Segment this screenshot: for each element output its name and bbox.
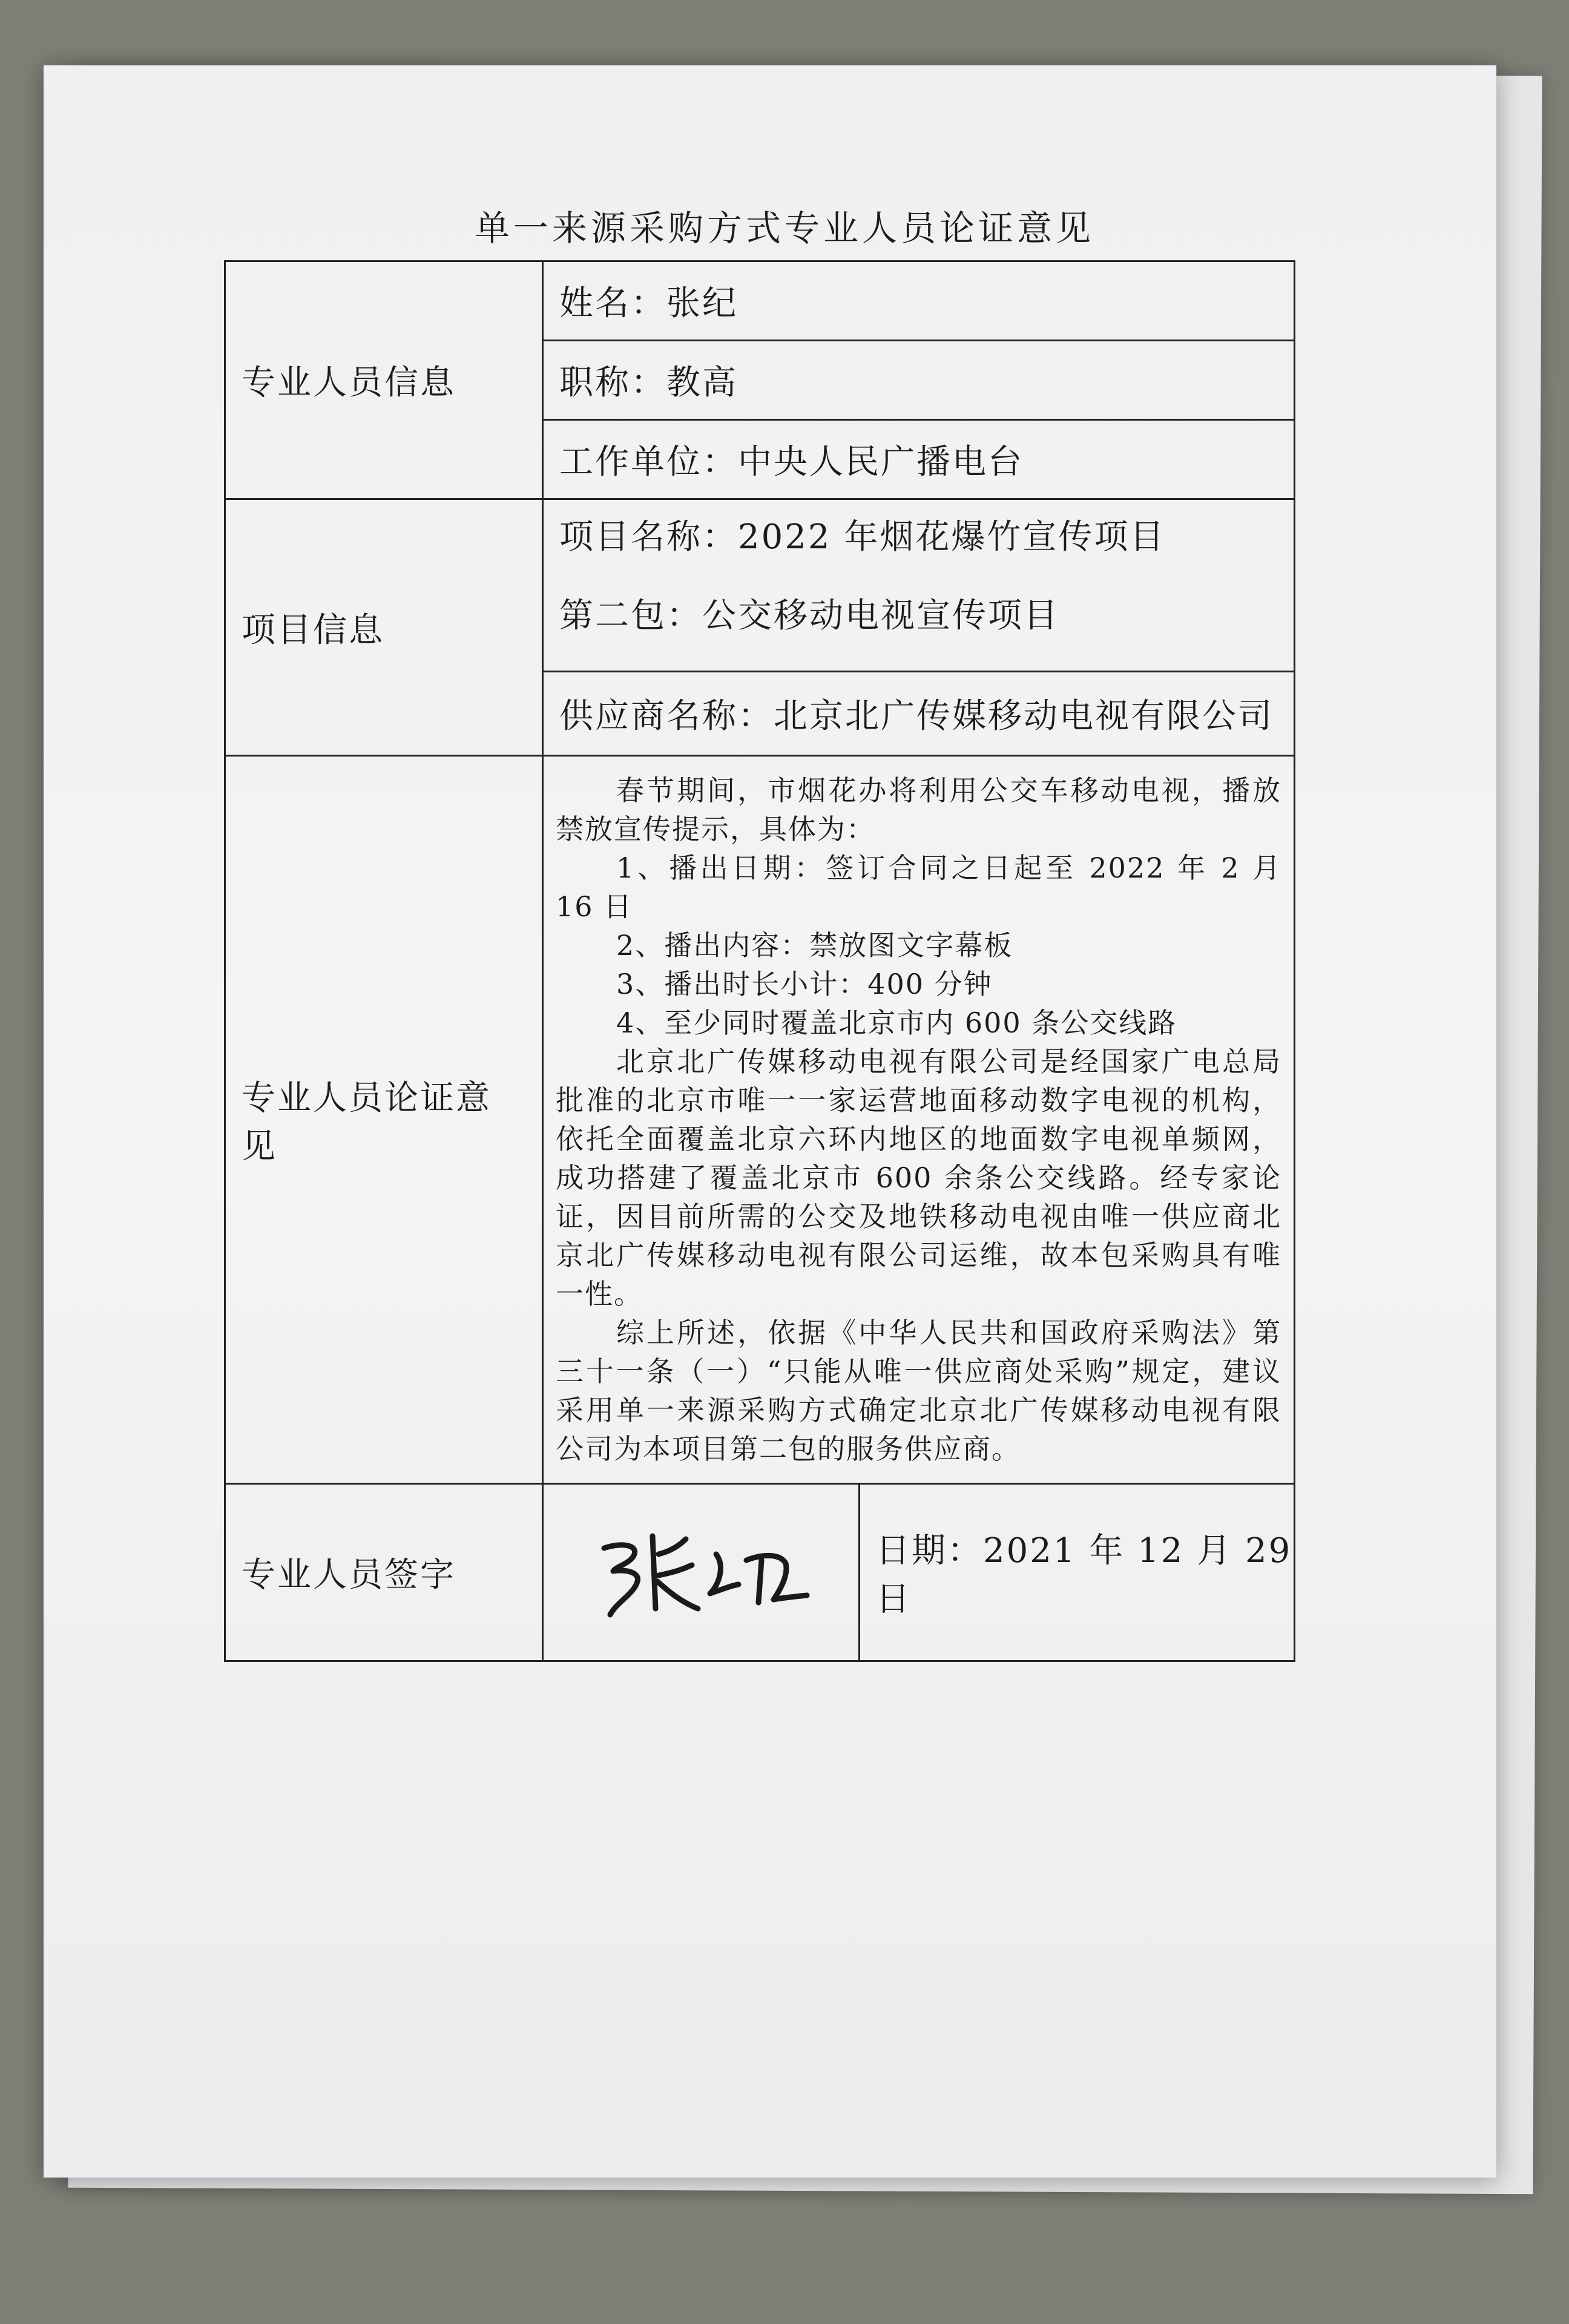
signature-icon <box>580 1518 822 1627</box>
project-name: 项目名称：2022 年烟花爆竹宣传项目 <box>559 517 1166 557</box>
expert-name: 姓名：张纪 <box>543 261 1295 341</box>
signature-date: 日期：2021 年 12 月 29 日 <box>876 1531 1292 1619</box>
opinion-paragraph: 2、播出内容：禁放图文字幕板 <box>616 929 1013 962</box>
opinion-cell <box>543 756 1295 1484</box>
document-title: 单一来源采购方式专业人员论证意见 <box>474 208 1094 249</box>
signature-cell <box>543 1484 1295 1661</box>
project-package: 第二包：公交移动电视宣传项目 <box>559 596 1059 635</box>
opinion-paragraph: 综上所述，依据《中华人民共和国政府采购法》第三十一条（一）“只能从唯一供应商处采购”规定，建议采用单一来源采购方式确定北京北广传媒移动电视有限公司为本项目第二包的服务供应商。 <box>556 1316 1281 1465</box>
handwritten-signature <box>544 1485 860 1660</box>
opinion-paragraph: 春节期间，市烟花办将利用公交车移动电视，播放禁放宣传提示，具体为： <box>556 774 1281 845</box>
appraisal-form <box>224 260 1295 1662</box>
expert-info-label: 专业人员信息 <box>225 261 543 499</box>
supplier-name: 供应商名称：北京北广传媒移动电视有限公司 <box>543 672 1295 756</box>
opinion-label: 专业人员论证意见 <box>225 756 543 1484</box>
project-name-cell <box>543 499 1295 672</box>
expert-title: 职称：教高 <box>543 341 1295 420</box>
expert-employer: 工作单位：中央人民广播电台 <box>543 420 1295 499</box>
opinion-body <box>556 771 1281 1468</box>
opinion-paragraph: 3、播出时长小计：400 分钟 <box>616 968 993 1000</box>
opinion-paragraph: 1、播出日期：签订合同之日起至 2022 年 2 月 16 日 <box>556 852 1281 923</box>
project-info-label: 项目信息 <box>225 499 543 756</box>
opinion-paragraph: 4、至少同时覆盖北京市内 600 条公交线路 <box>616 1006 1177 1039</box>
opinion-paragraph: 北京北广传媒移动电视有限公司是经国家广电总局批准的北京市唯一一家运营地面移动数字电视的机构，依托全面覆盖北京六环内地区的地面数字电视单频网，成功搭建了覆盖北京市 600 余条公交线路。经专家论证，因目前所需的公交及地铁移动电视由唯一供应商北京北广传媒移动电视有限公司运维，故本包采购具有唯一性。 <box>556 1045 1281 1310</box>
signature-label: 专业人员签字 <box>225 1484 543 1661</box>
